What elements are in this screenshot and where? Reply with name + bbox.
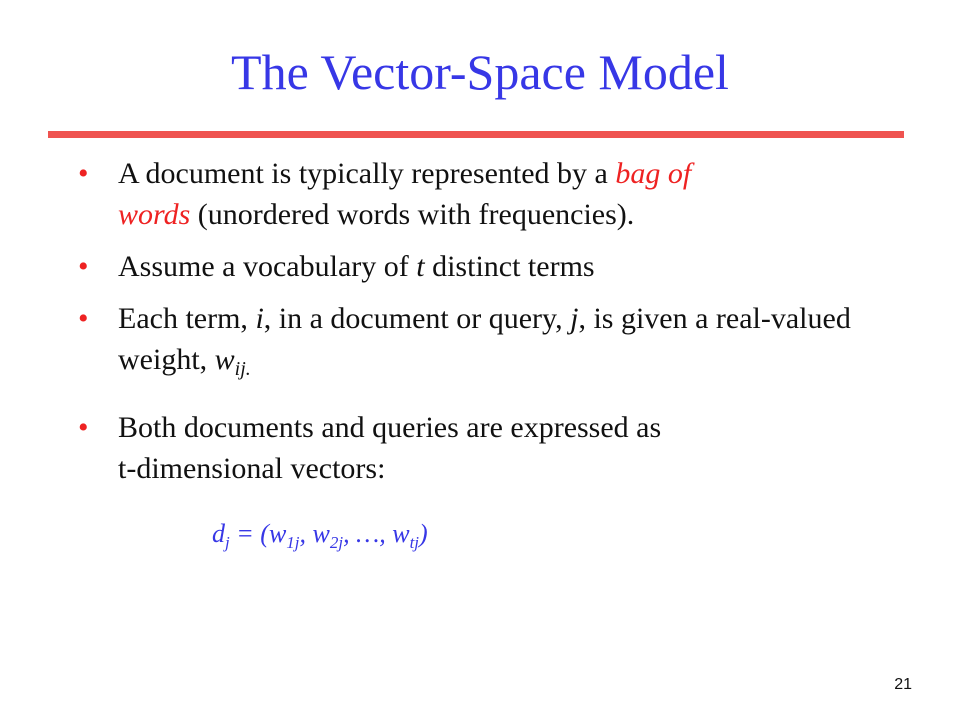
formula-subscript: j — [225, 533, 230, 552]
bullet-item — [78, 246, 878, 287]
bullet-text: Each term, — [118, 302, 256, 335]
formula-text: , …, — [343, 519, 393, 548]
formula-text: = ( — [229, 519, 269, 548]
bullet-list — [78, 153, 878, 489]
formula-w: w — [392, 519, 410, 548]
bullet-item — [78, 298, 878, 390]
bullet-item — [78, 153, 878, 235]
italic-term: j — [570, 302, 579, 335]
bullet-text: A document is typically represented by a — [118, 157, 616, 190]
bullet-text: distinct terms — [424, 250, 595, 283]
title-underline-rule — [48, 131, 904, 138]
bullet-text: Both documents and queries are expressed as — [118, 411, 662, 444]
bullet-text: Assume a vocabulary of — [118, 250, 417, 283]
weight-subscript: ij. — [234, 358, 251, 380]
bullet-text: (unordered words with frequencies). — [190, 198, 635, 231]
formula-d: d — [212, 519, 225, 548]
weight-symbol: w — [214, 343, 235, 376]
page-number: 21 — [894, 676, 912, 693]
bullet-dot: • — [78, 157, 89, 190]
italic-term: t — [416, 250, 425, 283]
formula-text: , — [299, 519, 313, 548]
formula-w: w — [312, 519, 330, 548]
emphasis-text: words — [118, 198, 191, 231]
bullet-dot: • — [78, 302, 89, 335]
bullet-text: , in a document or query, — [263, 302, 571, 335]
formula-w: w — [268, 519, 287, 548]
bullet-dot: • — [78, 411, 89, 444]
italic-term: i — [255, 302, 264, 335]
formula-subscript: tj — [409, 533, 420, 552]
vector-formula — [212, 517, 428, 560]
formula-subscript: 1j — [286, 533, 300, 552]
bullet-text: t-dimensional vectors: — [118, 452, 386, 485]
bullet-dot: • — [78, 250, 89, 283]
bullet-item — [78, 407, 878, 489]
bullet-text: , is given a real-valued weight, — [118, 302, 851, 376]
formula-text: ) — [419, 519, 428, 548]
emphasis-text: bag of — [615, 157, 692, 190]
slide-title: The Vector-Space Model — [231, 44, 729, 100]
formula-subscript: 2j — [329, 533, 344, 552]
